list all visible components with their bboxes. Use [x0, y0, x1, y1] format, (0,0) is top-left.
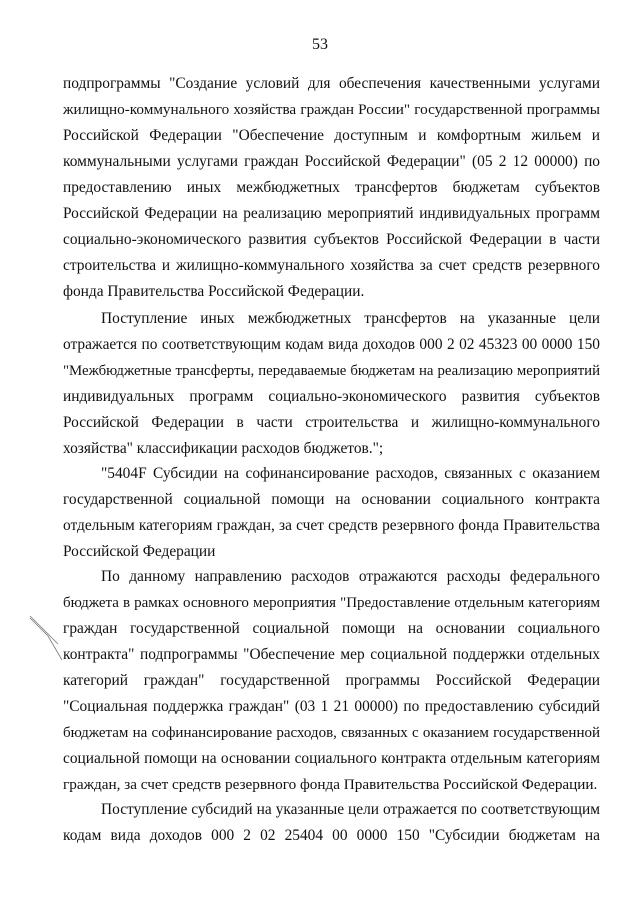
text-line: Поступление иных межбюджетных трансфертов на указанные цели — [101, 310, 600, 327]
text-line: строительства и жилищно-коммунального хозяйства за счет средств резервного — [63, 257, 600, 274]
paragraph-4 — [63, 564, 600, 798]
text-line: бюджетам на софинансирование расходов, связанных с оказанием государственной — [63, 725, 600, 741]
paragraph-1 — [63, 71, 600, 305]
text-line: коммунальными услугами граждан Российской Федерации" (05 2 12 00000) по — [63, 153, 600, 170]
margin-pen-mark — [28, 614, 68, 664]
text-line: граждан, за счет средств резервного фонда Правительства Российской Федерации. — [63, 776, 598, 793]
text-line: бюджета в рамках основного мероприятия "Предоставление отдельным категориям — [63, 595, 600, 611]
text-line: отдельным категориям граждан, за счет средств резервного фонда Правительства — [63, 517, 600, 534]
text-line: По данному направлению расходов отражаются расходы федерального — [101, 568, 600, 585]
text-line: подпрограммы "Создание условий для обеспечения качественными услугами — [63, 75, 600, 92]
paragraph-2 — [63, 306, 600, 462]
text-line: контракта" подпрограммы "Обеспечение мер социальной поддержки отдельных — [63, 646, 600, 663]
text-line: хозяйства" классификации расходов бюджетов."; — [63, 440, 384, 457]
text-line: социальной помощи на основании социального контракта отдельным категориям — [63, 750, 600, 767]
text-line: "Социальная поддержка граждан" (03 1 21 00000) по предоставлению субсидий — [63, 698, 600, 715]
text-line: Поступление субсидий на указанные цели отражается по соответствующим — [101, 801, 600, 818]
text-line: кодам вида доходов 000 2 02 25404 00 0000 150 "Субсидии бюджетам на — [63, 827, 600, 844]
text-line: социально-экономического развития субъектов Российской Федерации в части — [63, 231, 600, 248]
text-line: Российской Федерации — [63, 543, 216, 560]
text-line: предоставлению иных межбюджетных трансфертов бюджетам субъектов — [63, 179, 600, 196]
text-line: Российской Федерации на реализацию мероприятий индивидуальных программ — [63, 205, 600, 222]
text-line: индивидуальных программ социально-экономического развития субъектов — [63, 388, 600, 405]
page-number: 53 — [312, 36, 328, 53]
text-line: "Межбюджетные трансферты, передаваемые бюджетам на реализацию мероприятий — [63, 363, 600, 379]
text-line: отражается по соответствующим кодам вида доходов 000 2 02 45323 00 0000 150 — [63, 336, 600, 353]
paragraph-3 — [63, 461, 600, 565]
text-line: граждан государственной социальной помощи на основании социального — [63, 620, 600, 637]
text-line: "5404F Субсидии на софинансирование расходов, связанных с оказанием — [101, 465, 600, 482]
text-line: категорий граждан" государственной программы Российской Федерации — [63, 672, 600, 689]
text-line: государственной социальной помощи на основании социального контракта — [63, 491, 600, 508]
paragraph-5 — [63, 797, 600, 849]
text-line: жилищно-коммунального хозяйства граждан России" государственной программы — [63, 101, 600, 118]
text-line: фонда Правительства Российской Федерации. — [63, 283, 365, 300]
text-line: Российской Федерации "Обеспечение доступным и комфортным жильем и — [63, 127, 600, 144]
text-line: Российской Федерации в части строительства и жилищно-коммунального — [63, 414, 600, 431]
